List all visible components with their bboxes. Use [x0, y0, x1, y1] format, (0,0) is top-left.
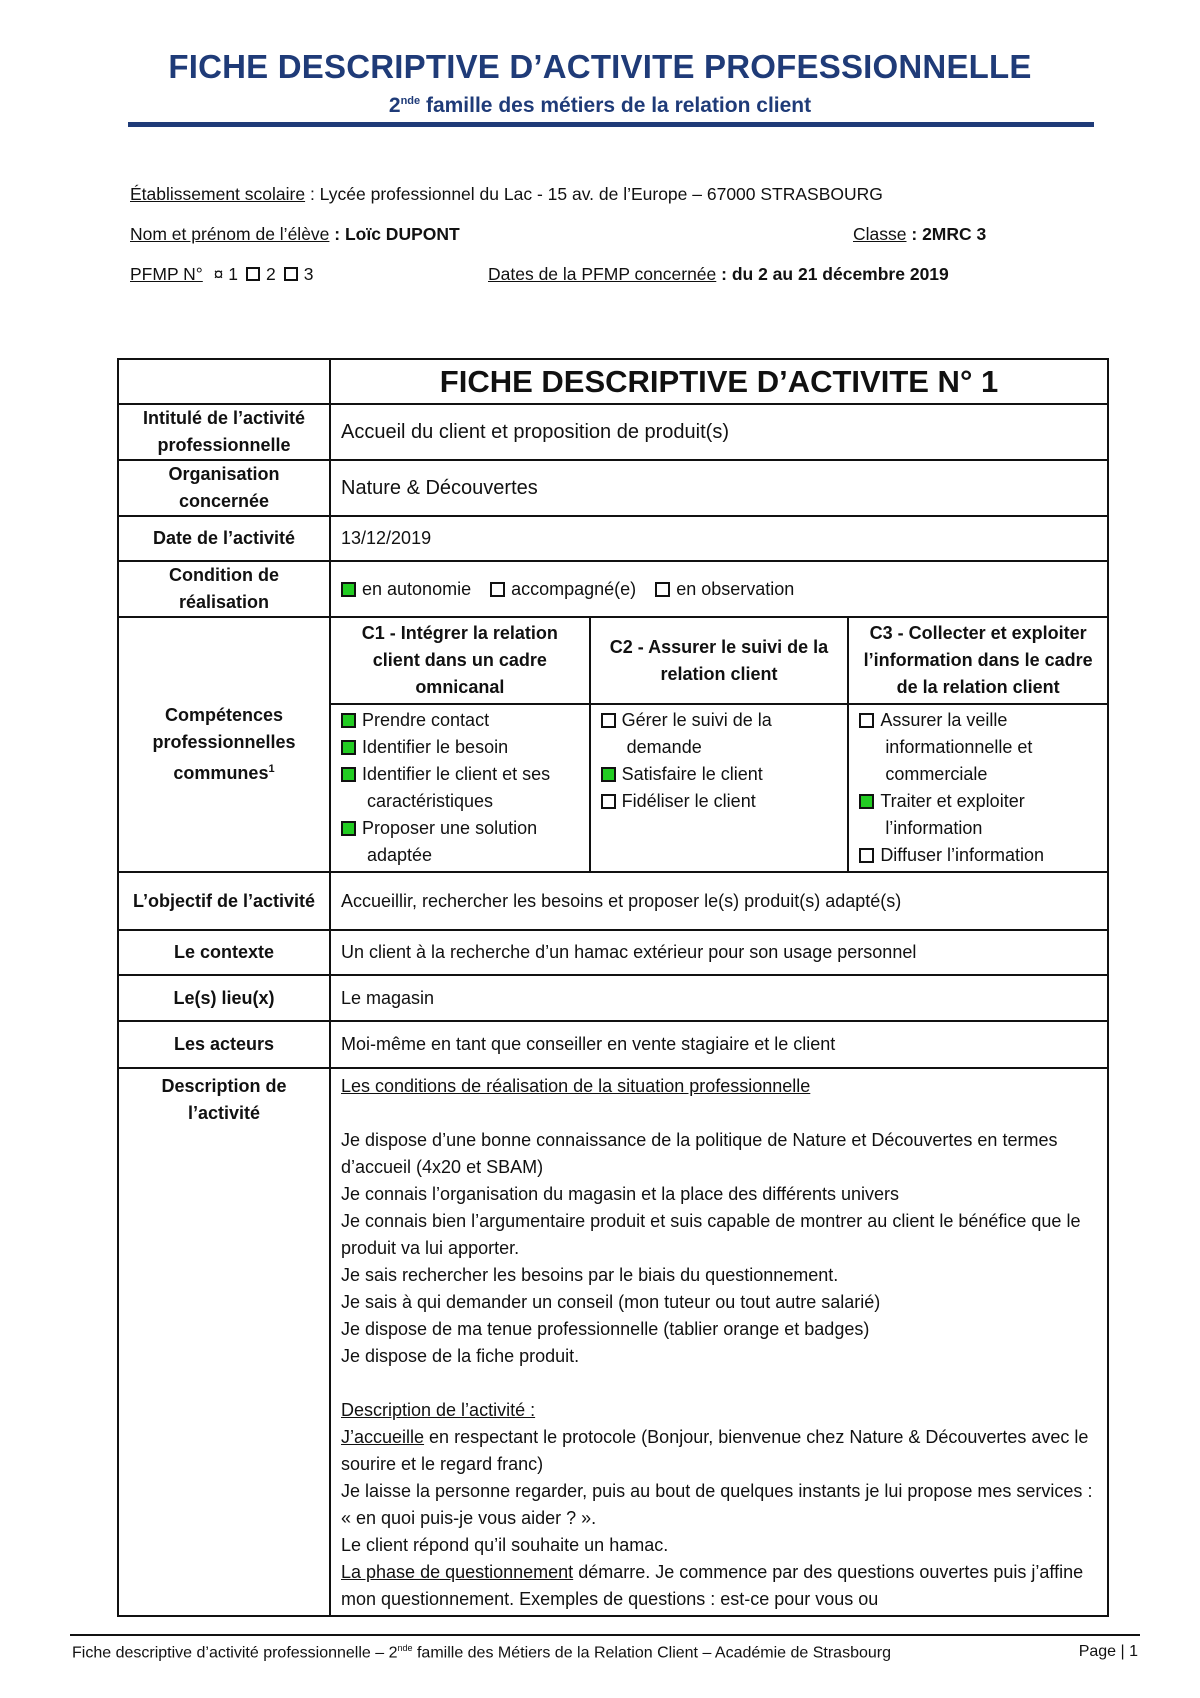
sheet-title-blank-cell [118, 359, 330, 404]
condition-option-accompagne[interactable]: accompagné(e) [490, 579, 636, 599]
row-date [118, 516, 1108, 561]
competences-grid-cell [330, 617, 1108, 872]
competence-c1-header: C1 - Intégrer la relation client dans un cadre omnicanal [331, 618, 590, 704]
condition-line: Je connais l’organisation du magasin et la place des différents univers [341, 1184, 899, 1204]
checkbox-unchecked[interactable] [859, 713, 874, 728]
school-value: Lycée professionnel du Lac - 15 av. de l’Europe – 67000 STRASBOURG [319, 184, 883, 204]
condition-option-autonomie[interactable]: en autonomie [341, 579, 471, 599]
dates-label: Dates de la PFMP concernée [488, 264, 717, 284]
skill-item[interactable]: Satisfaire le client [601, 761, 838, 788]
row-organisation [118, 460, 1108, 516]
row-condition [118, 561, 1108, 617]
pfmp-option-3: 3 [303, 264, 314, 284]
condition-line: Je dispose de ma tenue professionnelle (tablier orange et badges) [341, 1319, 870, 1339]
competence-c3-items [848, 704, 1107, 871]
lieux-label: Le(s) lieu(x) [118, 975, 330, 1021]
date-value: 13/12/2019 [330, 516, 1108, 561]
competences-label: Compétences professionnelles communes$^1$ [118, 617, 330, 872]
activity-paragraph: La phase de questionnement démarre. Je commence par des questions ouvertes puis j’affine mon questionnement. Exemples de questions : est-ce pour vous ou [341, 1562, 1084, 1609]
row-acteurs [118, 1021, 1108, 1068]
footer-text: Fiche descriptive d’activité professionnelle – 2nde famille des Métiers de la Relation Client – Académie de Strasbourg [72, 1643, 891, 1662]
checkbox-checked[interactable] [341, 713, 356, 728]
checkbox-checked[interactable] [341, 740, 356, 755]
skill-item[interactable]: Prendre contact [341, 707, 579, 734]
checkbox-checked[interactable] [341, 582, 356, 597]
pfmp-option-2: 2 [266, 264, 276, 284]
class-label: Classe [853, 224, 907, 244]
objectif-value: Accueillir, rechercher les besoins et proposer le(s) produit(s) adapté(s) [330, 872, 1108, 930]
objectif-label: L’objectif de l’activité [118, 872, 330, 930]
condition-line: Je dispose de la fiche produit. [341, 1346, 580, 1366]
skill-item[interactable]: Fidéliser le client [601, 788, 838, 815]
school-label: Établissement scolaire [130, 184, 306, 204]
activity-paragraph: Le client répond qu’il souhaite un hamac. [341, 1535, 669, 1555]
competence-c2-header: C2 - Assurer le suivi de la relation client [590, 618, 849, 704]
competence-c1-items [331, 704, 590, 871]
activity-paragraph: Je laisse la personne regarder, puis au bout de quelques instants je lui propose mes services : « en quoi puis-je vous aider ? ». [341, 1481, 1093, 1528]
pfmp-label: PFMP N° [130, 264, 203, 284]
skill-item[interactable]: Identifier le besoin [341, 734, 579, 761]
checkbox-unchecked[interactable] [655, 582, 670, 597]
skill-item[interactable]: Proposer une solution adaptée [341, 815, 579, 869]
intitule-value: Accueil du client et proposition de produit(s) [330, 404, 1108, 460]
condition-line: Je sais rechercher les besoins par le biais du questionnement. [341, 1265, 839, 1285]
checkbox-checked[interactable] [601, 767, 616, 782]
condition-line: Je sais à qui demander un conseil (mon tuteur ou tout autre salarié) [341, 1292, 881, 1312]
document-header [0, 48, 1200, 118]
document-title: FICHE DESCRIPTIVE D’ACTIVITE PROFESSIONNELLE [168, 48, 1032, 85]
student-value: Loïc DUPONT [344, 224, 460, 244]
skill-item[interactable]: Traiter et exploiter l’information [859, 788, 1097, 842]
checkbox-checked[interactable] [341, 821, 356, 836]
activity-heading: Description de l’activité : [341, 1400, 536, 1420]
skill-item[interactable]: Identifier le client et ses caractéristiques [341, 761, 579, 815]
description-label: Description de l’activité [118, 1068, 330, 1616]
pfmp-line [130, 264, 313, 285]
row-contexte [118, 930, 1108, 975]
acteurs-label: Les acteurs [118, 1021, 330, 1068]
skill-item[interactable]: Diffuser l’information [859, 842, 1097, 869]
checkbox-checked[interactable] [341, 767, 356, 782]
pfmp-checkbox-2[interactable] [246, 267, 260, 281]
class-value: 2MRC 3 [922, 224, 987, 244]
intitule-label: Intitulé de l’activité professionnelle [118, 404, 330, 460]
school-line: Établissement scolaire : Lycée professionnel du Lac - 15 av. de l’Europe – 67000 STRASBOURG [130, 184, 883, 204]
condition-option-observation[interactable]: en observation [655, 579, 794, 599]
condition-line: Je dispose d’une bonne connaissance de la politique de Nature et Découvertes en termes d’accueil (4x20 et SBAM) [341, 1130, 1058, 1177]
checkbox-unchecked[interactable] [601, 713, 616, 728]
checkbox-checked[interactable] [859, 794, 874, 809]
organisation-value: Nature & Découvertes [330, 460, 1108, 516]
pfmp-option-1: 1 [228, 264, 239, 284]
competence-c2-items [590, 704, 849, 871]
activity-sheet-table [117, 358, 1109, 1617]
organisation-label: Organisation concernée [118, 460, 330, 516]
document-subtitle: 2nde famille des métiers de la relation client [388, 94, 812, 117]
row-competences [118, 617, 1108, 872]
condition-line: Je connais bien l’argumentaire produit et suis capable de montrer au client le bénéfice que le produit va lui apporter. [341, 1211, 1081, 1258]
competences-header-row [331, 618, 1107, 704]
student-line: Nom et prénom de l’élève : Loïc DUPONT [130, 224, 460, 244]
student-label: Nom et prénom de l’élève [130, 224, 330, 244]
footer-divider [70, 1634, 1140, 1636]
page-number: Page | 1 [1078, 1643, 1138, 1660]
class-line: Classe : 2MRC 3 [853, 224, 987, 244]
acteurs-value: Moi-même en tant que conseiller en vente stagiaire et le client [330, 1021, 1108, 1068]
dates-line: Dates de la PFMP concernée : du 2 au 21 décembre 2019 [488, 264, 949, 284]
condition-label: Condition de réalisation [118, 561, 330, 617]
skill-item[interactable]: Assurer la veille informationnelle et commerciale [859, 707, 1097, 788]
lieux-value: Le magasin [330, 975, 1108, 1021]
condition-options [330, 561, 1108, 617]
competence-c3-header: C3 - Collecter et exploiter l’information dans le cadre de la relation client [848, 618, 1107, 704]
description-body [330, 1068, 1108, 1616]
activity-paragraph: J’accueille en respectant le protocole (Bonjour, bienvenue chez Nature & Découvertes avec le sourire et le regard franc) [341, 1427, 1089, 1474]
header-divider [128, 122, 1094, 127]
sheet-title: FICHE DESCRIPTIVE D’ACTIVITE N° 1 [330, 359, 1108, 404]
checkbox-unchecked[interactable] [490, 582, 505, 597]
sheet-title-row [118, 359, 1108, 404]
checkbox-unchecked[interactable] [859, 848, 874, 863]
dates-value: du 2 au 21 décembre 2019 [731, 264, 949, 284]
competences-items-row [331, 704, 1107, 871]
checkbox-unchecked[interactable] [601, 794, 616, 809]
pfmp-selected-mark: ¤ [213, 264, 224, 284]
date-label: Date de l’activité [118, 516, 330, 561]
pfmp-checkbox-3[interactable] [284, 267, 298, 281]
conditions-heading: Les conditions de réalisation de la situation professionnelle [341, 1076, 811, 1096]
contexte-label: Le contexte [118, 930, 330, 975]
row-lieux [118, 975, 1108, 1021]
contexte-value: Un client à la recherche d’un hamac extérieur pour son usage personnel [330, 930, 1108, 975]
row-objectif [118, 872, 1108, 930]
row-description [118, 1068, 1108, 1616]
skill-item[interactable]: Gérer le suivi de la demande [601, 707, 838, 761]
row-intitule [118, 404, 1108, 460]
competences-grid [331, 618, 1107, 871]
